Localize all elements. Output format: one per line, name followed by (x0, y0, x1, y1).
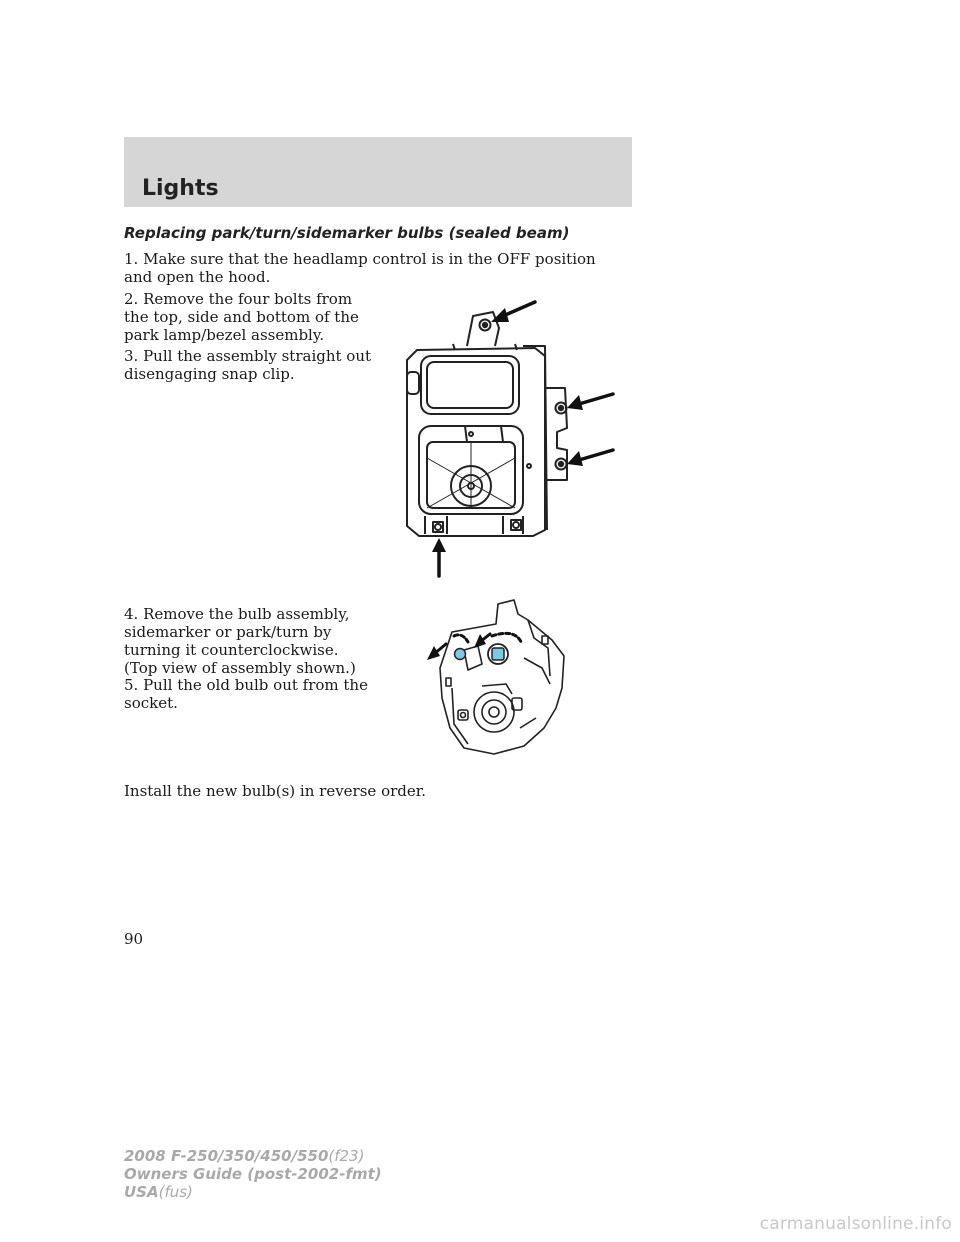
bulb-assembly-top-view-figure (424, 598, 574, 758)
document-footer (124, 1147, 382, 1201)
footer-region: USA (124, 1183, 159, 1201)
footer-guide: Owners Guide (post-2002-fmt) (124, 1165, 382, 1183)
step-2: 2. Remove the four bolts from the top, side and bottom of the park lamp/bezel assembly. (124, 290, 359, 344)
park-lamp-assembly-figure (395, 298, 625, 583)
footer-model: 2008 F-250/350/450/550 (124, 1147, 329, 1165)
site-watermark: carmanualsonline.info (759, 1214, 952, 1234)
footer-region-code: (fus) (158, 1183, 193, 1201)
closing-instruction: Install the new bulb(s) in reverse order. (124, 782, 427, 800)
step-1: 1. Make sure that the headlamp control is in the OFF position and open the hood. (124, 250, 596, 286)
procedure-heading: Replacing park/turn/sidemarker bulbs (sealed beam) (124, 224, 570, 242)
footer-model-code: (f23) (328, 1147, 365, 1165)
section-title: Lights (142, 176, 219, 201)
step-4: 4. Remove the bulb assembly, sidemarker or park/turn by turning it counterclockwise. (Top view of assembly shown.) (124, 605, 356, 677)
step-3: 3. Pull the assembly straight out disengaging snap clip. (124, 347, 372, 383)
page-number: 90 (124, 930, 144, 948)
step-5: 5. Pull the old bulb out from the socket. (124, 676, 368, 712)
